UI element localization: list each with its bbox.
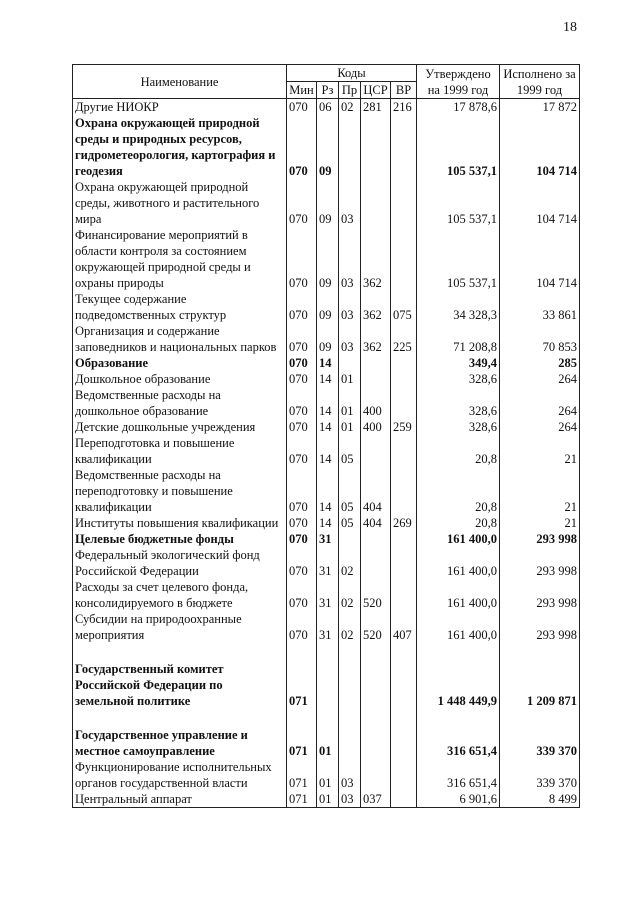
table-row [73, 727, 580, 759]
cell-pr: 03 [339, 791, 361, 808]
cell-vr: 259 [391, 419, 417, 435]
spacer-cell [500, 709, 580, 727]
cell-pr: 05 [339, 435, 361, 467]
cell-pr [339, 727, 361, 759]
cell-pr [339, 531, 361, 547]
cell-vr [391, 531, 417, 547]
cell-pr: 03 [339, 227, 361, 291]
cell-csr: 520 [361, 579, 391, 611]
cell-approved: 161 400,0 [417, 611, 500, 643]
cell-name: Расходы за счет целевого фонда, консолидируемого в бюджете [73, 579, 287, 611]
cell-vr [391, 791, 417, 808]
spacer-cell [417, 709, 500, 727]
cell-pr [339, 355, 361, 371]
table-row [73, 291, 580, 323]
cell-name: Финансирование мероприятий в области контроля за состоянием окружающей природной среды и охраны природы [73, 227, 287, 291]
cell-csr [361, 435, 391, 467]
table-row [73, 515, 580, 531]
cell-rz: 09 [317, 291, 339, 323]
spacer-cell [287, 709, 317, 727]
cell-min: 070 [287, 531, 317, 547]
cell-csr [361, 661, 391, 709]
cell-name: Детские дошкольные учреждения [73, 419, 287, 435]
cell-name: Ведомственные расходы на дошкольное образование [73, 387, 287, 419]
cell-executed: 339 370 [500, 759, 580, 791]
cell-pr: 03 [339, 323, 361, 355]
table-row [73, 355, 580, 371]
header-vr: ВР [391, 82, 417, 99]
cell-rz: 31 [317, 579, 339, 611]
cell-min: 070 [287, 323, 317, 355]
cell-executed: 293 998 [500, 611, 580, 643]
cell-min: 070 [287, 515, 317, 531]
cell-approved: 20,8 [417, 435, 500, 467]
cell-approved: 328,6 [417, 419, 500, 435]
cell-name: Охрана окружающей природной среды и природных ресурсов, гидрометеорология, картография и геодезия [73, 115, 287, 179]
cell-name: Субсидии на природоохранные мероприятия [73, 611, 287, 643]
cell-min: 071 [287, 661, 317, 709]
cell-rz: 09 [317, 323, 339, 355]
table-row [73, 759, 580, 791]
table-row [73, 661, 580, 709]
cell-name: Организация и содержание заповедников и национальных парков [73, 323, 287, 355]
cell-executed: 21 [500, 435, 580, 467]
cell-min: 070 [287, 387, 317, 419]
cell-pr: 01 [339, 371, 361, 387]
spacer-cell [73, 643, 287, 661]
spacer-cell [361, 709, 391, 727]
header-executed: Исполнено за 1999 год [500, 65, 580, 99]
spacer-row [73, 643, 580, 661]
cell-approved: 6 901,6 [417, 791, 500, 808]
cell-min: 070 [287, 371, 317, 387]
cell-min: 070 [287, 99, 317, 116]
cell-csr [361, 355, 391, 371]
header-pr: Пр [339, 82, 361, 99]
cell-vr [391, 179, 417, 227]
cell-min: 070 [287, 435, 317, 467]
cell-vr [391, 115, 417, 179]
cell-approved: 161 400,0 [417, 531, 500, 547]
table-body [73, 99, 580, 808]
cell-approved: 316 651,4 [417, 727, 500, 759]
cell-min: 070 [287, 179, 317, 227]
table-row [73, 371, 580, 387]
cell-min: 070 [287, 291, 317, 323]
cell-approved: 316 651,4 [417, 759, 500, 791]
cell-rz: 01 [317, 727, 339, 759]
cell-executed: 21 [500, 515, 580, 531]
cell-csr [361, 371, 391, 387]
cell-name: Охрана окружающей природной среды, животного и растительного мира [73, 179, 287, 227]
cell-rz: 14 [317, 515, 339, 531]
table-row [73, 435, 580, 467]
page-number: 18 [563, 20, 577, 35]
cell-name: Государственное управление и местное самоуправление [73, 727, 287, 759]
spacer-cell [339, 643, 361, 661]
cell-vr: 216 [391, 99, 417, 116]
cell-executed: 70 853 [500, 323, 580, 355]
cell-rz: 01 [317, 759, 339, 791]
cell-csr [361, 759, 391, 791]
cell-csr [361, 531, 391, 547]
cell-vr [391, 371, 417, 387]
table-row [73, 419, 580, 435]
cell-rz: 14 [317, 435, 339, 467]
cell-vr: 075 [391, 291, 417, 323]
cell-executed: 339 370 [500, 727, 580, 759]
spacer-cell [73, 709, 287, 727]
cell-approved: 34 328,3 [417, 291, 500, 323]
cell-rz [317, 661, 339, 709]
cell-pr: 02 [339, 611, 361, 643]
cell-rz: 31 [317, 547, 339, 579]
table-row [73, 547, 580, 579]
cell-approved: 20,8 [417, 467, 500, 515]
cell-executed: 33 861 [500, 291, 580, 323]
table-row [73, 387, 580, 419]
cell-pr: 02 [339, 99, 361, 116]
cell-approved: 71 208,8 [417, 323, 500, 355]
cell-rz: 14 [317, 467, 339, 515]
cell-min: 071 [287, 759, 317, 791]
cell-name: Центральный аппарат [73, 791, 287, 808]
cell-name: Образование [73, 355, 287, 371]
header-approved: Утверждено на 1999 год [417, 65, 500, 99]
cell-pr: 01 [339, 387, 361, 419]
cell-csr [361, 115, 391, 179]
cell-executed: 264 [500, 371, 580, 387]
cell-min: 070 [287, 611, 317, 643]
header-csr: ЦСР [361, 82, 391, 99]
cell-executed: 264 [500, 419, 580, 435]
cell-min: 070 [287, 579, 317, 611]
cell-vr [391, 355, 417, 371]
cell-approved: 105 537,1 [417, 227, 500, 291]
cell-executed: 104 714 [500, 227, 580, 291]
cell-executed: 293 998 [500, 531, 580, 547]
cell-approved: 328,6 [417, 371, 500, 387]
cell-rz: 14 [317, 371, 339, 387]
cell-name: Ведомственные расходы на переподготовку и повышение квалификации [73, 467, 287, 515]
header-min: Мин [287, 82, 317, 99]
header-rz: Рз [317, 82, 339, 99]
cell-approved: 328,6 [417, 387, 500, 419]
cell-min: 070 [287, 467, 317, 515]
spacer-cell [391, 709, 417, 727]
cell-min: 070 [287, 547, 317, 579]
cell-vr: 225 [391, 323, 417, 355]
cell-approved: 105 537,1 [417, 115, 500, 179]
cell-csr [361, 179, 391, 227]
cell-csr: 362 [361, 227, 391, 291]
cell-csr: 362 [361, 323, 391, 355]
cell-pr: 01 [339, 419, 361, 435]
cell-csr: 404 [361, 467, 391, 515]
cell-rz: 01 [317, 791, 339, 808]
cell-rz: 14 [317, 419, 339, 435]
cell-min: 071 [287, 727, 317, 759]
cell-approved: 17 878,6 [417, 99, 500, 116]
cell-min: 070 [287, 355, 317, 371]
table-row [73, 611, 580, 643]
spacer-cell [339, 709, 361, 727]
cell-rz: 31 [317, 611, 339, 643]
cell-approved: 1 448 449,9 [417, 661, 500, 709]
cell-name: Государственный комитет Российской Федерации по земельной политике [73, 661, 287, 709]
cell-name: Текущее содержание подведомственных структур [73, 291, 287, 323]
cell-csr: 400 [361, 419, 391, 435]
cell-executed: 21 [500, 467, 580, 515]
cell-csr [361, 547, 391, 579]
cell-name: Дошкольное образование [73, 371, 287, 387]
cell-executed: 1 209 871 [500, 661, 580, 709]
cell-name: Федеральный экологический фонд Российской Федерации [73, 547, 287, 579]
cell-rz: 09 [317, 115, 339, 179]
cell-pr: 03 [339, 179, 361, 227]
cell-vr [391, 579, 417, 611]
table-row [73, 99, 580, 116]
cell-vr [391, 467, 417, 515]
table-row [73, 579, 580, 611]
cell-pr [339, 661, 361, 709]
cell-vr [391, 727, 417, 759]
cell-csr [361, 727, 391, 759]
cell-csr: 281 [361, 99, 391, 116]
spacer-cell [417, 643, 500, 661]
cell-executed: 8 499 [500, 791, 580, 808]
spacer-cell [317, 643, 339, 661]
cell-csr: 400 [361, 387, 391, 419]
cell-executed: 17 872 [500, 99, 580, 116]
cell-csr: 037 [361, 791, 391, 808]
cell-name: Целевые бюджетные фонды [73, 531, 287, 547]
cell-min: 071 [287, 791, 317, 808]
table-row [73, 467, 580, 515]
cell-executed: 104 714 [500, 115, 580, 179]
spacer-cell [317, 709, 339, 727]
cell-min: 070 [287, 419, 317, 435]
cell-csr: 520 [361, 611, 391, 643]
cell-vr [391, 661, 417, 709]
cell-executed: 293 998 [500, 579, 580, 611]
cell-vr [391, 547, 417, 579]
table-row [73, 791, 580, 808]
cell-vr [391, 759, 417, 791]
cell-rz: 09 [317, 179, 339, 227]
cell-csr: 404 [361, 515, 391, 531]
cell-name: Функционирование исполнительных органов государственной власти [73, 759, 287, 791]
cell-rz: 06 [317, 99, 339, 116]
spacer-cell [500, 643, 580, 661]
table-row [73, 227, 580, 291]
cell-pr: 02 [339, 547, 361, 579]
cell-rz: 14 [317, 387, 339, 419]
cell-name: Переподготовка и повышение квалификации [73, 435, 287, 467]
header-codes: Коды [287, 65, 417, 82]
cell-vr [391, 435, 417, 467]
cell-executed: 285 [500, 355, 580, 371]
cell-rz: 09 [317, 227, 339, 291]
header-name: Наименование [73, 65, 287, 99]
spacer-cell [391, 643, 417, 661]
cell-pr: 03 [339, 759, 361, 791]
cell-executed: 104 714 [500, 179, 580, 227]
cell-rz: 14 [317, 355, 339, 371]
cell-executed: 293 998 [500, 547, 580, 579]
spacer-row [73, 709, 580, 727]
spacer-cell [361, 643, 391, 661]
cell-pr: 05 [339, 515, 361, 531]
cell-approved: 349,4 [417, 355, 500, 371]
cell-vr: 407 [391, 611, 417, 643]
cell-min: 070 [287, 227, 317, 291]
cell-min: 070 [287, 115, 317, 179]
table-row [73, 531, 580, 547]
cell-pr: 03 [339, 291, 361, 323]
table-row [73, 115, 580, 179]
table-row [73, 179, 580, 227]
cell-vr [391, 387, 417, 419]
cell-approved: 105 537,1 [417, 179, 500, 227]
cell-executed: 264 [500, 387, 580, 419]
cell-vr: 269 [391, 515, 417, 531]
spacer-cell [287, 643, 317, 661]
cell-name: Институты повышения квалификации [73, 515, 287, 531]
cell-csr: 362 [361, 291, 391, 323]
table-row [73, 323, 580, 355]
cell-pr: 05 [339, 467, 361, 515]
cell-rz: 31 [317, 531, 339, 547]
cell-pr: 02 [339, 579, 361, 611]
cell-name: Другие НИОКР [73, 99, 287, 116]
cell-approved: 161 400,0 [417, 579, 500, 611]
cell-approved: 161 400,0 [417, 547, 500, 579]
cell-vr [391, 227, 417, 291]
budget-table [72, 64, 580, 808]
cell-approved: 20,8 [417, 515, 500, 531]
cell-pr [339, 115, 361, 179]
